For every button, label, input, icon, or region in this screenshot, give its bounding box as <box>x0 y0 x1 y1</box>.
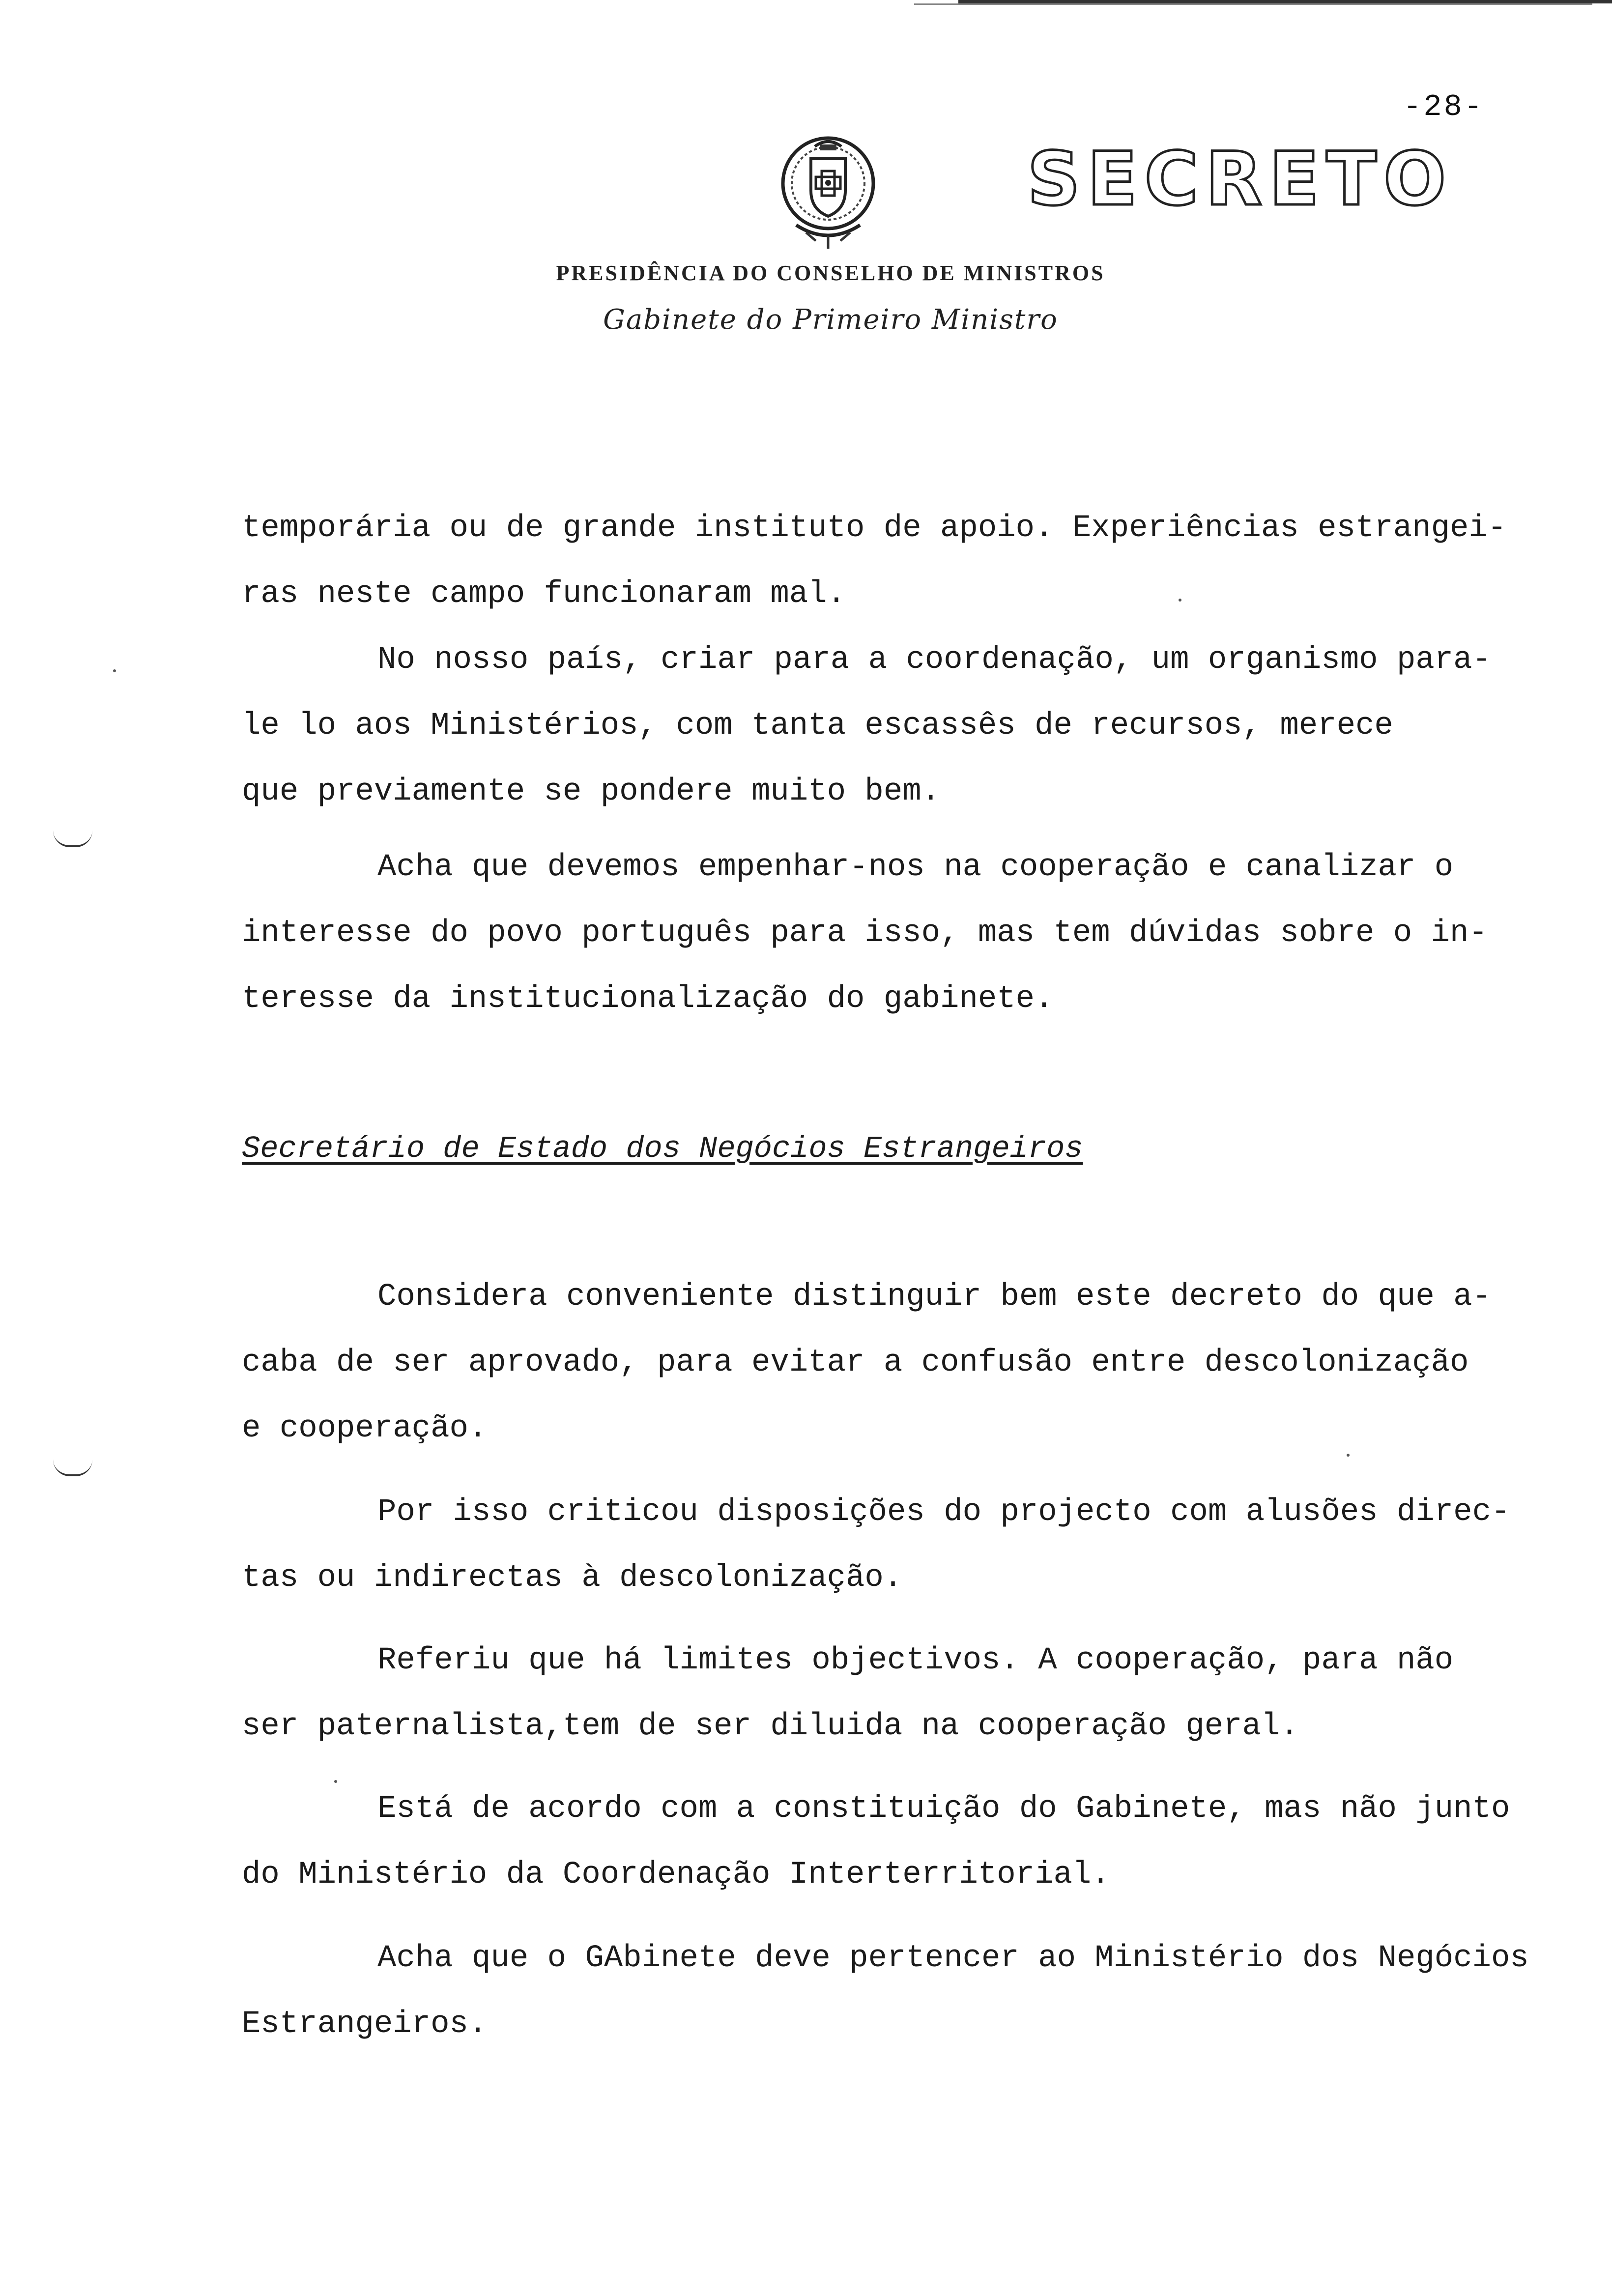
body-line: Estrangeiros. <box>242 2007 488 2042</box>
section-heading: Secretário de Estado dos Negócios Estrangeiros <box>242 1131 1083 1166</box>
scan-speck <box>334 1780 337 1783</box>
body-line: Acha que o GAbinete deve pertencer ao Ministério dos Negócios <box>377 1941 1529 1976</box>
page-number: -28- <box>1403 89 1484 124</box>
body-line: Considera conveniente distinguir bem este decreto do que a- <box>377 1279 1491 1315</box>
coat-of-arms-icon <box>777 132 880 255</box>
top-edge-rule-secondary <box>914 3 1592 5</box>
margin-mark <box>53 831 92 847</box>
classification-stamp: SECRETO <box>1027 137 1453 222</box>
body-line: le lo aos Ministérios, com tanta escassês de recursos, merece <box>242 708 1393 744</box>
body-line: tas ou indirectas à descolonização. <box>242 1560 903 1596</box>
body-line: interesse do povo português para isso, mas tem dúvidas sobre o in- <box>242 916 1488 951</box>
top-edge-rule <box>958 0 1612 3</box>
body-line: que previamente se pondere muito bem. <box>242 774 941 809</box>
subunit-header: Gabinete do Primeiro Ministro <box>603 304 1058 336</box>
body-line: teresse da institucionalização do gabinete. <box>242 981 1054 1017</box>
body-line: Acha que devemos empenhar-nos na cooperação e canalizar o <box>377 850 1454 885</box>
body-line: ser paternalista,tem de ser diluida na cooperação geral. <box>242 1709 1299 1744</box>
body-line: Por isso criticou disposições do projecto com alusões direc- <box>377 1494 1510 1530</box>
institution-header: PRESIDÊNCIA DO CONSELHO DE MINISTROS <box>556 261 1105 285</box>
body-line: temporária ou de grande instituto de apoio. Experiências estrangei- <box>242 511 1507 546</box>
body-line: Está de acordo com a constituição do Gabinete, mas não junto <box>377 1791 1510 1827</box>
body-line: No nosso país, criar para a coordenação, um organismo para- <box>377 642 1491 678</box>
margin-mark <box>53 1460 92 1476</box>
body-line: do Ministério da Coordenação Interterritorial. <box>242 1857 1110 1893</box>
body-line: Referiu que há limites objectivos. A cooperação, para não <box>377 1643 1454 1678</box>
scan-speck <box>113 669 116 672</box>
body-line: ras neste campo funcionaram mal. <box>242 576 846 612</box>
body-line: caba de ser aprovado, para evitar a confusão entre descolonização <box>242 1345 1469 1380</box>
body-line: e cooperação. <box>242 1411 488 1446</box>
